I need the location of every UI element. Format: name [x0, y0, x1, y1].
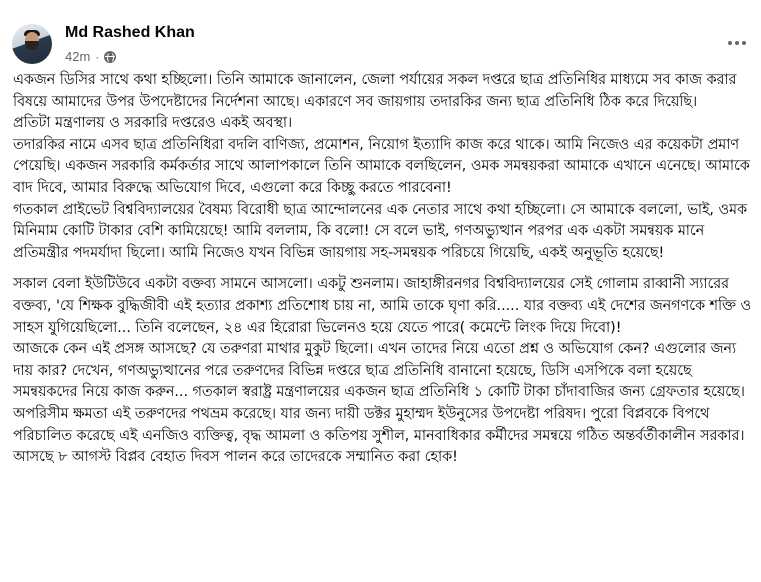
avatar[interactable] — [12, 24, 52, 64]
avatar-beard — [25, 41, 39, 50]
post-body — [13, 70, 753, 469]
post-paragraph: একজন ডিসির সাথে কথা হচ্ছিলো। তিনি আমাকে জানালেন, জেলা পর্যায়ের সকল দপ্তরে ছাত্র প্রতিনিধির মাধ্যমে সব কাজ করার বিষয়ে আমাদের উপর উপদেষ্টাদের নির্দেশনা আছে। একারণে সব জায়গায় তদারকির জন্য ছাত্র প্রতিনিধি ঠিক করে দিয়েছি। প্রতিটা মন্ত্রণালয় ও সরকারি দপ্তরেও একই অবস্থা। তদারকির নামে এসব ছাত্র প্রতিনিধিরা বদলি বাণিজ্য, প্রমোশন, নিয়োগ ইত্যাদি কাজ করে থাকে। আমি নিজেও এর কয়েকটা প্রমাণ পেয়েছি। একজন সরকারি কর্মকর্তার সাথে আলাপকালে তিনি আমাকে বলছিলেন, ওমক সমন্বয়করা আমাকে এখানে এনেছে। আমাকে বাদ দিবে, আমার বিরুদ্ধে অভিযোগ দিবে, এগুলো করে কিচ্ছু করতে পারবেনা! গতকাল প্রাইভেট বিশ্ববিদ্যালয়ের বৈষম্য বিরোধী ছাত্র আন্দোলনের এক নেতার সাথে কথা হচ্ছিলো। সে আমাকে বললো, ভাই, ওমক মিনিমাম কোটি টাকার বেশি কামিয়েছে! আমি বললাম, কি বলো! সে বলে ভাই, গণঅভ্যুত্থান পরপর এক একটা সমন্বয়ক মানে প্রতিমন্ত্রীর পদমর্যাদা ছিলো। আমি নিজেও যখন বিভিন্ন জায়গায় সহ-সমন্বয়ক পরিচয়ে গিয়েছি, একই অনুভূতি হয়েছে! — [13, 72, 750, 261]
meta-separator: · — [95, 49, 100, 64]
globe-icon — [104, 51, 116, 63]
more-options-icon[interactable] — [725, 35, 749, 51]
post-header — [12, 15, 749, 65]
post-time[interactable]: 42m — [65, 49, 91, 64]
post-paragraph: সকাল বেলা ইউটিউবে একটা বক্তব্য সামনে আসলো। একটু শুনলাম। জাহাঙ্গীরনগর বিশ্ববিদ্যালয়ের সেই গোলাম রাব্বানী স্যারের বক্তব্য, 'যে শিক্ষক বুদ্ধিজীবী এই হত্যার প্রকাশ্য প্রতিশোধ চায় না, আমি তাকে ঘৃণা করি..... যার বক্তব্য এই দেশের জনগণকে শক্তি ও সাহস যুগিয়েছিলো... তিনি বলেছেন, ২৪ এর হিরোরা ভিলেনও হয়ে যেতে পারে( কমেন্টে লিংক দিয়ে দিবো)! আজকে কেন এই প্রসঙ্গ আসছে? যে তরুণরা মাথার মুকুট ছিলো। এখন তাদের নিয়ে এতো প্রশ্ন ও অভিযোগ কেন? এগুলোর জন্য দায় কার? দেখেন, গণঅভ্যুত্থানের পরে তরুণদের বিভিন্ন দপ্তরে ছাত্র প্রতিনিধি বানানো হয়েছে, ডিসি এসপিকে বলা হয়েছে সমন্বয়কদের নিয়ে কাজ করুন... গতকাল স্বরাষ্ট্র মন্ত্রণালয়ের একজন ছাত্র প্রতিনিধি ১ কোটি টাকা চাঁদাবাজির জন্য গ্রেফতার হয়েছে। অপরিসীম ক্ষমতা এই তরুণদের পথভ্রম করেছে। যার জন্য দায়ী ডক্টর মুহাম্মদ ইউনুসের উপদেষ্টা পরিষদ। পুরো বিপ্লবকে বিপথে পরিচালিত করেছে এই এনজিও ব্যক্তিত্ব, বৃদ্ধ আমলা ও কতিপয় সুশীল, মানবাধিকার কর্মীদের সমন্বয়ে গঠিত অন্তর্বর্তীকালীন সরকার। আসছে ৮ আগস্ট বিপ্লব বেহাত দিবস পালন করে তাদেরকে সম্মানিত করা হোক! — [13, 276, 751, 466]
author-name[interactable]: Md Rashed Khan — [65, 24, 195, 41]
post-meta — [65, 49, 116, 64]
